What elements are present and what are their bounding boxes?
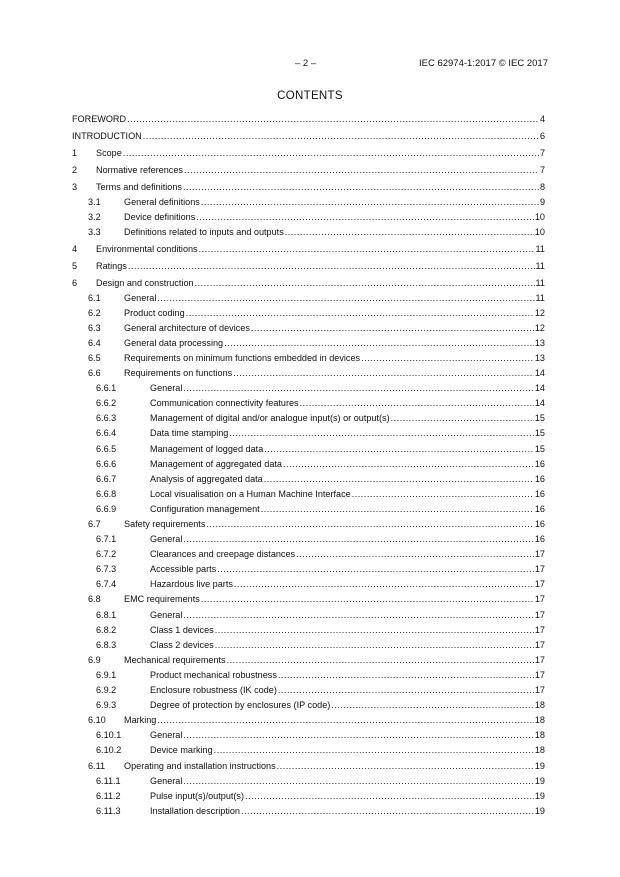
toc-entry-page: 16	[534, 503, 545, 514]
toc-leader-dots	[199, 242, 535, 257]
toc-entry-page: 17	[534, 624, 545, 635]
toc-entry-number: 6.11.3	[96, 805, 121, 816]
toc-leader-dots	[361, 351, 534, 366]
toc-entry-label: Management of aggregated data	[150, 458, 282, 469]
toc-entry[interactable]	[72, 804, 545, 819]
toc-entry-page: 16	[534, 458, 545, 469]
toc-entry-page: 4	[539, 114, 545, 124]
toc-entry-number: 6.4	[88, 337, 101, 348]
toc-entry-label: Analysis of aggregated data	[150, 473, 263, 484]
toc-entry-page: 15	[534, 413, 545, 424]
toc-entry-number: 6.1	[88, 292, 101, 303]
toc-entry-label: Product coding	[124, 307, 185, 318]
toc-entry-page: 11	[535, 260, 545, 271]
toc-entry[interactable]	[72, 728, 545, 743]
toc-entry-label: Ratings	[96, 260, 127, 271]
page-header	[0, 58, 620, 72]
toc-entry-label: Communication connectivity features	[150, 398, 299, 409]
toc-entry-label: Marking	[124, 715, 157, 726]
toc-leader-dots	[264, 442, 534, 457]
toc-entry-number: 6.6.9	[96, 503, 117, 514]
toc-entry-page: 19	[534, 805, 545, 816]
toc-entry-number: 6	[72, 277, 78, 288]
toc-entry[interactable]	[72, 336, 545, 351]
toc-entry[interactable]	[72, 381, 545, 396]
toc-leader-dots	[183, 381, 534, 396]
toc-entry-number: 6.6.6	[96, 458, 117, 469]
toc-entry-label: INTRODUCTION	[72, 130, 142, 141]
toc-entry-page: 6	[539, 130, 545, 141]
toc-entry-label: General	[150, 609, 183, 620]
toc-entry[interactable]	[72, 195, 545, 210]
toc-leader-dots	[143, 129, 539, 144]
toc-entry-number: 6.6.7	[96, 473, 117, 484]
toc-entry-label: Pulse input(s)/output(s)	[150, 790, 245, 801]
toc-entry-number: 6.9	[88, 654, 101, 665]
toc-entry[interactable]	[72, 259, 545, 274]
toc-entry[interactable]	[72, 653, 545, 668]
toc-entry-number: 3.1	[88, 196, 101, 207]
toc-entry-label: Class 2 devices	[150, 639, 214, 650]
toc-entry[interactable]	[72, 743, 545, 758]
toc-entry[interactable]	[72, 112, 545, 127]
toc-entry-label: Requirements on minimum functions embedded in devices	[124, 352, 361, 363]
toc-entry-label: General	[150, 775, 183, 786]
toc-leader-dots	[183, 728, 534, 743]
toc-leader-dots	[234, 577, 534, 592]
toc-entry-page: 8	[539, 181, 545, 192]
toc-entry-number: 6.3	[88, 322, 101, 333]
toc-entry-number: 6.5	[88, 352, 101, 363]
toc-leader-dots	[183, 774, 534, 789]
toc-entry-number: 6.2	[88, 307, 101, 318]
toc-leader-dots	[184, 163, 539, 178]
toc-entry-label: General architecture of devices	[124, 322, 250, 333]
toc-leader-dots	[201, 195, 539, 210]
toc-entry[interactable]	[72, 774, 545, 789]
toc-leader-dots	[233, 366, 534, 381]
toc-entry-page: 14	[534, 368, 545, 379]
toc-leader-dots	[195, 276, 535, 291]
toc-entry[interactable]	[72, 517, 545, 532]
toc-entry[interactable]	[72, 472, 545, 487]
toc-entry-number: 6.6	[88, 368, 101, 379]
toc-entry[interactable]	[72, 129, 545, 144]
toc-entry[interactable]	[72, 713, 545, 728]
toc-entry-number: 6.11	[88, 760, 106, 771]
toc-entry[interactable]	[72, 789, 545, 804]
toc-leader-dots	[123, 146, 539, 161]
table-of-contents	[72, 112, 545, 819]
toc-entry-page: 18	[534, 730, 545, 741]
toc-entry-number: 6.6.2	[96, 398, 117, 409]
toc-entry-page: 11	[535, 277, 545, 288]
toc-entry-number: 6.10.1	[96, 730, 122, 741]
toc-entry-number: 6.9.1	[96, 669, 117, 680]
toc-entry-page: 14	[534, 383, 545, 394]
toc-leader-dots	[196, 210, 534, 225]
toc-leader-dots	[229, 426, 534, 441]
toc-entry-label: Mechanical requirements	[124, 654, 226, 665]
toc-leader-dots	[183, 180, 539, 195]
toc-entry-number: 1	[72, 147, 78, 158]
toc-entry-number: 6.6.5	[96, 443, 117, 454]
toc-entry-page: 10	[534, 211, 545, 222]
toc-entry[interactable]	[72, 291, 545, 306]
toc-leader-dots	[277, 759, 534, 774]
toc-entry[interactable]	[72, 623, 545, 638]
toc-entry[interactable]	[72, 502, 545, 517]
toc-leader-dots	[217, 562, 534, 577]
toc-entry-page: 19	[534, 790, 545, 801]
toc-leader-dots	[245, 789, 534, 804]
toc-entry[interactable]	[72, 683, 545, 698]
toc-entry-page: 18	[534, 715, 545, 726]
toc-entry-page: 18	[534, 745, 545, 756]
toc-entry[interactable]	[72, 668, 545, 683]
toc-entry-page: 17	[534, 549, 545, 560]
toc-entry-label: Clearances and creepage distances	[150, 549, 296, 560]
toc-leader-dots	[296, 547, 534, 562]
toc-entry-number: 6.6.3	[96, 413, 117, 424]
toc-entry-page: 12	[534, 307, 545, 318]
toc-entry[interactable]	[72, 577, 545, 592]
toc-entry-label: Design and construction	[96, 277, 194, 288]
toc-entry-number: 6.7.2	[96, 549, 117, 560]
toc-entry-page: 10	[534, 226, 545, 237]
toc-leader-dots	[251, 321, 534, 336]
toc-entry-page: 17	[534, 654, 545, 665]
toc-entry[interactable]	[72, 210, 545, 225]
toc-entry-page: 11	[535, 243, 545, 254]
toc-leader-dots	[157, 291, 534, 306]
toc-leader-dots	[215, 638, 534, 653]
toc-entry-label: Accessible parts	[150, 564, 217, 575]
toc-entry-page: 17	[534, 564, 545, 575]
toc-entry-number: 5	[72, 260, 78, 271]
toc-entry-page: 16	[534, 473, 545, 484]
toc-leader-dots	[206, 517, 533, 532]
toc-entry-number: 4	[72, 243, 78, 254]
toc-entry[interactable]	[72, 321, 545, 336]
toc-entry-label: Terms and definitions	[96, 181, 182, 192]
toc-entry-number: 6.8.1	[96, 609, 117, 620]
toc-entry[interactable]	[72, 532, 545, 547]
toc-leader-dots	[127, 112, 539, 127]
toc-entry[interactable]	[72, 180, 545, 195]
toc-entry-page: 19	[534, 775, 545, 786]
toc-entry-page: 19	[534, 760, 545, 771]
toc-entry-label: Product mechanical robustness	[150, 669, 277, 680]
toc-entry-label: Safety requirements	[124, 519, 206, 530]
toc-entry-page: 14	[534, 398, 545, 409]
toc-entry-number: 3	[72, 181, 78, 192]
toc-leader-dots	[278, 683, 534, 698]
toc-entry-page: 9	[539, 196, 545, 207]
toc-entry-number: 6.6.4	[96, 428, 117, 439]
toc-entry-page: 13	[534, 337, 545, 348]
toc-entry-label: Device marking	[150, 745, 213, 756]
toc-leader-dots	[331, 698, 534, 713]
toc-entry-number: 6.10.2	[96, 745, 122, 756]
toc-leader-dots	[241, 804, 534, 819]
toc-entry-number: 6.10	[88, 715, 106, 726]
toc-entry[interactable]	[72, 608, 545, 623]
toc-entry-label: Class 1 devices	[150, 624, 214, 635]
toc-entry[interactable]	[72, 242, 545, 257]
toc-leader-dots	[227, 653, 534, 668]
toc-entry-page: 17	[534, 669, 545, 680]
toc-leader-dots	[201, 592, 534, 607]
toc-entry-number: 6.9.3	[96, 700, 117, 711]
toc-entry-label: Device definitions	[124, 211, 196, 222]
page-number: – 2 –	[295, 58, 317, 69]
toc-entry-page: 13	[534, 352, 545, 363]
toc-entry-number: 6.8.2	[96, 624, 117, 635]
toc-entry[interactable]	[72, 225, 545, 240]
toc-leader-dots	[300, 396, 534, 411]
toc-entry[interactable]	[72, 366, 545, 381]
toc-entry-page: 16	[534, 488, 545, 499]
toc-entry[interactable]	[72, 638, 545, 653]
toc-entry-number: 6.7	[88, 519, 101, 530]
toc-entry[interactable]	[72, 442, 545, 457]
toc-entry-label: Requirements on functions	[124, 368, 233, 379]
toc-entry-label: EMC requirements	[124, 594, 200, 605]
toc-leader-dots	[183, 532, 534, 547]
toc-leader-dots	[264, 472, 534, 487]
toc-entry[interactable]	[72, 457, 545, 472]
toc-leader-dots	[183, 608, 534, 623]
toc-leader-dots	[157, 713, 534, 728]
toc-entry[interactable]	[72, 306, 545, 321]
document-reference: IEC 62974-1:2017 © IEC 2017	[418, 58, 548, 69]
toc-entry[interactable]	[72, 487, 545, 502]
toc-entry-label: FOREWORD	[72, 114, 127, 124]
toc-entry-number: 6.7.3	[96, 564, 117, 575]
toc-entry-label: General	[150, 383, 183, 394]
toc-entry-page: 16	[534, 519, 545, 530]
toc-leader-dots	[214, 743, 534, 758]
toc-entry-page: 7	[539, 164, 545, 175]
toc-entry-label: Degree of protection by enclosures (IP code)	[150, 700, 331, 711]
toc-leader-dots	[352, 487, 534, 502]
toc-entry[interactable]	[72, 146, 545, 161]
toc-entry-number: 6.8	[88, 594, 101, 605]
toc-entry-number: 3.2	[88, 211, 101, 222]
toc-leader-dots	[261, 502, 534, 517]
toc-entry[interactable]	[72, 411, 545, 426]
toc-entry[interactable]	[72, 759, 545, 774]
toc-entry-label: General	[150, 534, 183, 545]
toc-entry-label: Environmental conditions	[96, 243, 198, 254]
toc-entry-page: 17	[534, 594, 545, 605]
toc-entry-label: Enclosure robustness (IK code)	[150, 685, 277, 696]
toc-entry-label: Scope	[96, 147, 122, 158]
toc-entry-number: 6.6.1	[96, 383, 117, 394]
toc-entry[interactable]	[72, 562, 545, 577]
toc-entry-number: 6.8.3	[96, 639, 117, 650]
toc-entry[interactable]	[72, 276, 545, 291]
toc-entry-label: Operating and installation instructions	[124, 760, 276, 771]
toc-entry-page: 15	[534, 428, 545, 439]
toc-leader-dots	[224, 336, 534, 351]
toc-entry[interactable]	[72, 396, 545, 411]
toc-entry-label: Data time stamping	[150, 428, 229, 439]
toc-entry-number: 6.11.2	[96, 790, 121, 801]
toc-entry-page: 15	[534, 443, 545, 454]
toc-entry-label: General	[124, 292, 157, 303]
toc-entry-page: 7	[539, 147, 545, 158]
toc-entry-page: 17	[534, 579, 545, 590]
toc-leader-dots	[186, 306, 534, 321]
toc-leader-dots	[285, 225, 534, 240]
toc-entry-page: 16	[534, 534, 545, 545]
toc-entry-label: Normative references	[96, 164, 183, 175]
toc-entry-label: Management of digital and/or analogue input(s) or output(s)	[150, 413, 390, 424]
toc-entry-number: 6.9.2	[96, 685, 117, 696]
toc-entry-label: General data processing	[124, 337, 224, 348]
toc-entry-page: 17	[534, 685, 545, 696]
toc-entry[interactable]	[72, 592, 545, 607]
toc-entry-label: General definitions	[124, 196, 200, 207]
toc-leader-dots	[283, 457, 534, 472]
toc-leader-dots	[391, 411, 534, 426]
toc-entry[interactable]	[72, 547, 545, 562]
toc-entry-label: Local visualisation on a Human Machine Interface	[150, 488, 351, 499]
toc-entry-number: 2	[72, 164, 78, 175]
toc-entry-label: General	[150, 730, 183, 741]
toc-entry-label: Hazardous live parts	[150, 579, 233, 590]
toc-entry[interactable]	[72, 351, 545, 366]
toc-entry-number: 6.7.1	[96, 534, 117, 545]
toc-entry-number: 6.7.4	[96, 579, 117, 590]
toc-entry-number: 6.11.1	[96, 775, 121, 786]
toc-entry-page: 11	[535, 292, 545, 303]
toc-leader-dots	[278, 668, 534, 683]
toc-entry-label: Configuration management	[150, 503, 260, 514]
toc-entry[interactable]	[72, 163, 545, 178]
toc-entry-number: 3.3	[88, 226, 101, 237]
toc-entry-label: Definitions related to inputs and outputs	[124, 226, 284, 237]
toc-entry-label: Installation description	[150, 805, 240, 816]
toc-leader-dots	[215, 623, 534, 638]
contents-title: CONTENTS	[277, 90, 343, 102]
toc-entry-page: 18	[534, 700, 545, 711]
toc-entry[interactable]	[72, 698, 545, 713]
toc-entry-label: Management of logged data	[150, 443, 264, 454]
toc-leader-dots	[128, 259, 535, 274]
toc-entry[interactable]	[72, 426, 545, 441]
toc-entry-page: 12	[534, 322, 545, 333]
toc-entry-number: 6.6.8	[96, 488, 117, 499]
toc-entry-page: 17	[534, 609, 545, 620]
toc-entry-page: 17	[534, 639, 545, 650]
